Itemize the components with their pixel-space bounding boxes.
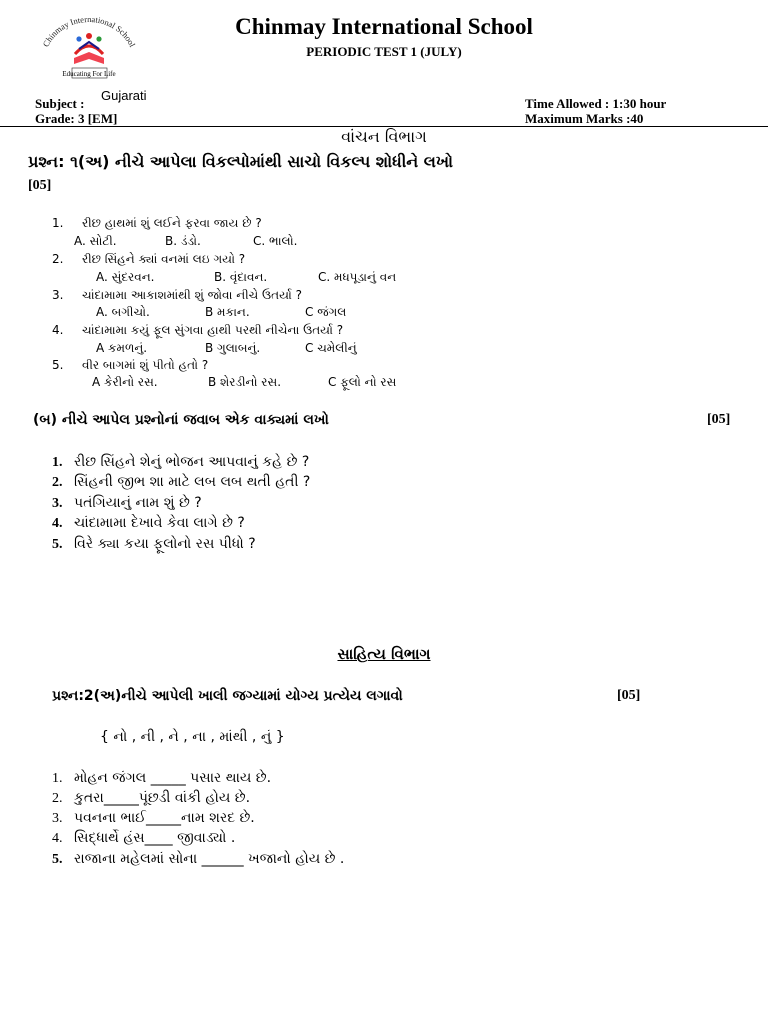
- question-number: 4.: [52, 831, 63, 846]
- subject-label: Subject :: [35, 96, 85, 111]
- mcq-option: B શેરડીનો રસ.: [208, 375, 282, 389]
- question-text: સિદ્ધાર્થે હંસ____ જીવાડ્યો .: [74, 830, 236, 846]
- question-text: વિરે ક્યા કયા ફૂલોનો રસ પીધો ?: [74, 536, 256, 552]
- fill-in-blank-item: [52, 770, 271, 787]
- question-text: રાજાના મહેલમાં સોના ______ ખજાનો હોય છે .: [74, 851, 345, 867]
- mcq-number: 3.: [52, 288, 64, 302]
- mcq-option: B ગુલાબનું.: [205, 341, 261, 355]
- question-2a-marks: [05]: [617, 688, 641, 703]
- mcq-text: ચાંદામામા કયું ફૂલ સુંગવા હાથી પરથી નીચેના ઉતર્યા ?: [82, 323, 344, 337]
- question-1b-marks: [05]: [707, 412, 731, 427]
- question-1a-marks: [05]: [28, 178, 52, 193]
- question-2a-heading: પ્રશ્ન:2(અ)નીચે આપેલી ખાલી જગ્યામાં યોગ્ય પ્રત્યેય લગાવો: [52, 688, 403, 704]
- question-number: 4.: [52, 516, 63, 531]
- short-answer-question: [52, 495, 202, 512]
- mcq-number: 4.: [52, 323, 64, 337]
- question-text: રીછ સિંહને શેનું ભોજન આપવાનું કહે છે ?: [74, 454, 310, 470]
- question-text: પતંગિયાનું નામ શું છે ?: [74, 495, 202, 511]
- time-allowed: Time Allowed : 1:30 hour: [525, 96, 667, 111]
- question-number: 5.: [52, 537, 63, 552]
- fill-in-blank-item: [52, 810, 255, 827]
- question-number: 1.: [52, 771, 63, 786]
- school-name: Chinmay International School: [235, 14, 533, 39]
- question-text: ચાંદામામા દેખાવે કેવા લાગે છે ?: [74, 515, 245, 531]
- test-name: PERIODIC TEST 1 (JULY): [306, 44, 462, 59]
- mcq-number: 1.: [52, 216, 64, 230]
- mcq-text: રીછ સિંહને ક્યાં વનમાં લઇ ગયો ?: [82, 252, 246, 266]
- subject-value: Gujarati: [101, 88, 147, 103]
- mcq-option: B. વૃંદાવન.: [214, 270, 268, 284]
- mcq-option: C જંગલ: [305, 305, 347, 319]
- question-number: 2.: [52, 791, 63, 806]
- logo-tagline: Educating For Life: [62, 70, 116, 78]
- logo-arc-text: Chinmay International School: [40, 14, 138, 49]
- mcq-option: A. સુંદરવન.: [96, 270, 155, 284]
- mcq-question: [52, 288, 302, 303]
- question-text: સિંહની જીભ શા માટે લબ લબ થતી હતી ?: [74, 474, 311, 490]
- mcq-number: 5.: [52, 358, 64, 372]
- mcq-text: ચાંદામામા આકાશમાંથી શું જોવા નીચે ઉતર્યા ?: [82, 288, 303, 302]
- mcq-question: [52, 252, 245, 267]
- grade-label: Grade: 3 [EM]: [35, 111, 118, 126]
- mcq-option: C. ભાલો.: [253, 234, 298, 248]
- mcq-option: B મકાન.: [205, 305, 250, 319]
- mcq-option: C ફૂલો નો રસ: [328, 375, 397, 389]
- fill-in-blank-item: [52, 830, 235, 847]
- mcq-option: B. ડંડો.: [165, 234, 201, 248]
- short-answer-question: [52, 515, 245, 532]
- mcq-option: A. બગીચો.: [96, 305, 150, 319]
- fill-in-blank-item: [52, 790, 250, 807]
- question-text: કુતરા_____પૂંછડી વાંકી હોય છે.: [74, 790, 251, 806]
- mcq-text: વીર બાગમાં શું પીતો હતો ?: [82, 358, 209, 372]
- fill-in-blank-item: [52, 851, 344, 868]
- mcq-option: A કેરીનો રસ.: [92, 375, 158, 389]
- short-answer-question: [52, 474, 310, 491]
- mcq-option: A કમળનું.: [96, 341, 148, 355]
- short-answer-question: [52, 454, 309, 471]
- maximum-marks: Maximum Marks :40: [525, 111, 644, 126]
- mcq-text: રીછ હાથમાં શું લઈને ફરવા જાય છે ?: [82, 216, 262, 230]
- section-title-literature: સાહિત્ય વિભાગ: [337, 645, 431, 663]
- question-number: 2.: [52, 475, 63, 490]
- mcq-option: C ચમેલીનું: [305, 341, 357, 355]
- suffix-options: { નો , ની , ને , ના , માંથી , નું }: [100, 729, 285, 745]
- question-number: 3.: [52, 811, 63, 826]
- mcq-question: [52, 323, 343, 338]
- mcq-option: C. મધપૂડાનું વન: [318, 270, 397, 284]
- section-title-reading: વાંચન વિભાગ: [341, 127, 427, 146]
- question-text: મોહન જંગલ _____ પસાર થાય છે.: [74, 770, 272, 786]
- mcq-number: 2.: [52, 252, 64, 266]
- question-number: 5.: [52, 852, 63, 867]
- question-text: પવનના ભાઈ_____નામ શરદ છે.: [74, 810, 255, 826]
- question-number: 1.: [52, 455, 63, 470]
- question-1a-heading: પ્રશ્ન: ૧(અ) નીચે આપેલા વિકલ્પોમાંથી સાચો વિકલ્પ શોધીને લખો: [28, 152, 454, 171]
- mcq-option: A. સોટી.: [74, 234, 117, 248]
- mcq-question: [52, 358, 208, 373]
- question-1b-heading: (બ) નીચે આપેલ પ્રશ્નોનાં જવાબ એક વાક્યમાં લખો: [33, 412, 329, 428]
- question-number: 3.: [52, 496, 63, 511]
- mcq-question: [52, 216, 262, 231]
- short-answer-question: [52, 536, 256, 553]
